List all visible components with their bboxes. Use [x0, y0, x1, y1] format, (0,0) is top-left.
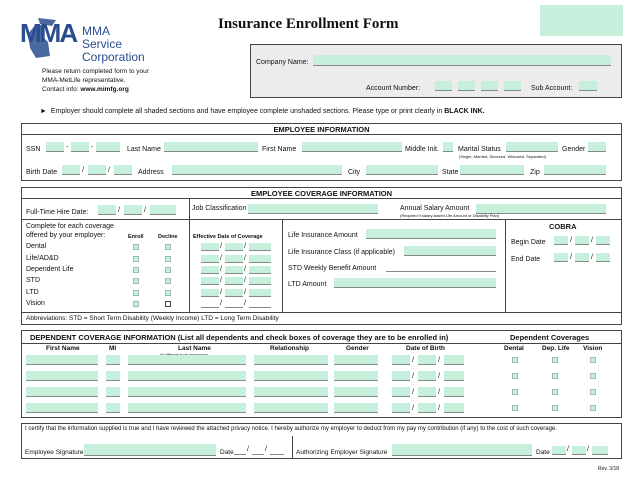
dep-mi-field[interactable] — [106, 387, 120, 397]
birth-slash-1: / — [82, 167, 84, 174]
dep-life-checkbox[interactable] — [552, 389, 558, 395]
dep-first-header: First Name — [46, 345, 80, 352]
employee-info-section — [21, 123, 622, 181]
dep-dob-field[interactable] — [392, 403, 410, 413]
life-amount-label: Life Insurance Amount — [288, 232, 358, 239]
cobra-slash: / — [591, 237, 593, 244]
life-amount-field[interactable] — [366, 229, 496, 239]
cobra-end-field[interactable] — [596, 253, 610, 262]
dep-first-field[interactable] — [26, 371, 98, 381]
dep-dob-field[interactable] — [418, 355, 436, 365]
divider — [22, 312, 621, 313]
complete-line2: offered by your employer: — [26, 232, 106, 239]
instruction-text: Employer should complete all shaded sections and have employee complete unshaded sections. Please type or print clearly in — [50, 108, 443, 115]
arrow-icon: ► — [40, 108, 47, 115]
eff-date-field[interactable] — [225, 300, 243, 308]
decline-checkbox[interactable] — [165, 290, 171, 296]
dep-dental-checkbox[interactable] — [512, 373, 518, 379]
instruction-bold: BLACK INK. — [444, 108, 485, 115]
gender-field[interactable] — [588, 142, 606, 152]
divider — [189, 219, 190, 312]
auth-date-field[interactable] — [572, 446, 586, 455]
auth-date-field[interactable] — [592, 446, 608, 455]
dep-last-field[interactable] — [128, 403, 246, 413]
dependent-coverages-header: Dependent Coverages — [510, 333, 590, 342]
dep-rel-field[interactable] — [254, 371, 328, 381]
decline-checkbox[interactable] — [165, 267, 171, 273]
account-field-1[interactable] — [435, 81, 452, 91]
enroll-checkbox[interactable] — [133, 267, 139, 273]
logo-line3: Corporation — [82, 50, 145, 64]
ltd-amount-label: LTD Amount — [288, 281, 327, 288]
dependent-section — [21, 330, 622, 418]
dep-life-checkbox[interactable] — [552, 373, 558, 379]
middle-init-label: Middle Init. — [405, 146, 439, 153]
ltd-amount-field[interactable] — [334, 278, 496, 288]
decline-checkbox[interactable] — [165, 256, 171, 262]
employee-info-header: EMPLOYEE INFORMATION — [22, 124, 621, 135]
eff-date-field[interactable] — [249, 277, 271, 285]
dep-mi-field[interactable] — [106, 403, 120, 413]
ssn-dash-2: - — [91, 144, 94, 151]
auth-signature-field[interactable] — [392, 444, 532, 456]
page-title: Insurance Enrollment Form — [218, 16, 399, 32]
eff-slash: / — [220, 243, 222, 250]
dob-slash: / — [412, 373, 414, 380]
zip-label: Zip — [530, 169, 540, 176]
cobra-begin-label: Begin Date — [511, 239, 546, 246]
middle-init-field[interactable] — [443, 142, 453, 152]
certify-text: I certify that the information supplied is true and I have reviewed the attached privacy notice. I hereby authorize my employer to deduct from my pay my contribution (if any) to the cost of such coverage. — [25, 426, 557, 432]
ssn-field-2[interactable] — [71, 142, 89, 152]
marital-note: (Single, Married, Divorced, Widowed, Separated) — [459, 154, 546, 159]
dob-slash: / — [438, 357, 440, 364]
address-field[interactable] — [172, 165, 342, 175]
logo-line1: MMA — [82, 24, 110, 38]
contact-label: Contact info: — [42, 86, 79, 93]
dep-first-field[interactable] — [26, 387, 98, 397]
cov-type-dep-life: Dependent Life — [26, 266, 74, 273]
dep-vision-checkbox[interactable] — [590, 389, 596, 395]
city-field[interactable] — [366, 165, 438, 175]
address-label: Address — [138, 169, 164, 176]
ssn-dash-1: - — [66, 144, 69, 151]
dep-mi-header: MI — [109, 345, 117, 352]
dep-dob-field[interactable] — [444, 387, 464, 397]
abbreviations: Abbreviations: STD = Short Term Disability (Weekly Income) LTD = Long Term Disability — [26, 315, 279, 322]
cobra-slash: / — [591, 254, 593, 261]
certification-section — [21, 423, 622, 459]
eff-date-field[interactable] — [225, 255, 243, 263]
enroll-checkbox[interactable] — [133, 278, 139, 284]
coverage-section — [21, 187, 622, 325]
dep-first-field[interactable] — [26, 403, 98, 413]
contact-value[interactable]: www.mimfg.org — [80, 86, 129, 93]
dep-dental-checkbox[interactable] — [512, 357, 518, 363]
dep-last-field[interactable] — [128, 355, 246, 365]
company-box — [250, 44, 622, 98]
eff-slash: / — [220, 289, 222, 296]
sig-slash: / — [587, 446, 589, 453]
eff-date-field[interactable] — [225, 266, 243, 274]
coverage-header: EMPLOYEE COVERAGE INFORMATION — [22, 188, 621, 199]
dep-dental-header: Dental — [504, 345, 524, 352]
dep-dob-field[interactable] — [418, 387, 436, 397]
std-amount-field[interactable] — [386, 262, 496, 272]
dep-gender-field[interactable] — [334, 355, 378, 365]
divider — [22, 343, 621, 344]
city-label: City — [348, 169, 361, 176]
birth-date-day[interactable] — [88, 165, 106, 175]
dob-slash: / — [412, 405, 414, 412]
sub-account-label: Sub Account: — [531, 85, 573, 92]
cobra-begin-field[interactable] — [575, 236, 589, 245]
dob-slash: / — [438, 405, 440, 412]
last-name-label: Last Name — [127, 146, 161, 153]
dep-dob-field[interactable] — [418, 371, 436, 381]
ssn-field-3[interactable] — [96, 142, 120, 152]
auth-date-label: Date — [536, 449, 550, 456]
life-class-label: Life Insurance Class (if applicable) — [288, 249, 395, 256]
dep-vision-checkbox[interactable] — [590, 357, 596, 363]
birth-slash-2: / — [108, 167, 110, 174]
birth-date-label: Birth Date — [26, 169, 58, 176]
birth-date-month[interactable] — [62, 165, 80, 175]
eff-date-field[interactable] — [201, 266, 219, 274]
dep-gender-field[interactable] — [334, 371, 378, 381]
marital-field[interactable] — [506, 142, 558, 152]
first-name-label: First Name — [262, 146, 297, 153]
sig-slash: / — [567, 446, 569, 453]
sig-slash: / — [265, 446, 267, 453]
intro-contact — [42, 86, 129, 93]
dep-rel-field[interactable] — [254, 387, 328, 397]
state-field[interactable] — [460, 165, 524, 175]
company-name-field[interactable] — [313, 55, 611, 66]
hire-slash-1: / — [118, 207, 120, 214]
cobra-header: COBRA — [549, 222, 577, 231]
intro-line1: Please return completed form to your — [42, 68, 149, 75]
eff-date-field[interactable] — [225, 289, 243, 297]
divider — [189, 199, 190, 219]
enroll-checkbox[interactable] — [133, 256, 139, 262]
dob-slash: / — [438, 373, 440, 380]
divider — [292, 436, 293, 459]
cobra-begin-field[interactable] — [596, 236, 610, 245]
dep-last-field[interactable] — [128, 371, 246, 381]
dob-slash: / — [412, 357, 414, 364]
employee-signature-field[interactable] — [84, 444, 216, 456]
divider — [22, 219, 621, 220]
eff-date-field[interactable] — [225, 243, 243, 251]
eff-date-field[interactable] — [201, 243, 219, 251]
dep-rel-field[interactable] — [254, 403, 328, 413]
eff-slash: / — [244, 277, 246, 284]
cobra-slash: / — [570, 254, 572, 261]
complete-line1: Complete for each coverage — [26, 223, 114, 230]
eff-date-field[interactable] — [249, 266, 271, 274]
dep-vision-checkbox[interactable] — [590, 373, 596, 379]
eff-date-field[interactable] — [201, 289, 219, 297]
cobra-end-label: End Date — [511, 256, 541, 263]
dep-dob-field[interactable] — [392, 387, 410, 397]
revision: Rev. 3/18 — [598, 466, 620, 472]
hire-month[interactable] — [98, 205, 116, 215]
hire-year[interactable] — [150, 205, 176, 215]
gender-label: Gender — [562, 146, 586, 153]
enroll-checkbox[interactable] — [133, 244, 139, 250]
dep-first-field[interactable] — [26, 355, 98, 365]
dob-slash: / — [412, 389, 414, 396]
eff-date-field[interactable] — [201, 277, 219, 285]
birth-date-year[interactable] — [114, 165, 132, 175]
dependent-header: DEPENDENT COVERAGE INFORMATION (List all dependents and check boxes of coverage they are to be enrolled in) — [30, 333, 449, 342]
sig-slash: / — [247, 446, 249, 453]
dep-vision-header: Vision — [583, 345, 603, 352]
decline-header: Decline — [158, 234, 178, 240]
dep-gender-field[interactable] — [334, 403, 378, 413]
dep-gender-field[interactable] — [334, 387, 378, 397]
account-field-3[interactable] — [481, 81, 498, 91]
account-field-2[interactable] — [458, 81, 475, 91]
dep-gender-header: Gender — [346, 345, 369, 352]
employee-date-field[interactable] — [270, 446, 284, 455]
decline-checkbox[interactable] — [165, 301, 171, 307]
hire-slash-2: / — [144, 207, 146, 214]
dep-dental-checkbox[interactable] — [512, 389, 518, 395]
dep-life-checkbox[interactable] — [552, 357, 558, 363]
ssn-label: SSN — [26, 146, 41, 153]
first-name-field[interactable] — [302, 142, 402, 152]
enroll-checkbox[interactable] — [133, 301, 139, 307]
auth-signature-label: Authorizing Employer Signature — [296, 449, 388, 456]
logo — [20, 14, 160, 64]
eff-slash: / — [244, 300, 246, 307]
dep-rel-field[interactable] — [254, 355, 328, 365]
cov-type-std: STD — [26, 277, 40, 284]
logo-initials: MMA — [20, 18, 77, 48]
zip-field[interactable] — [544, 165, 606, 175]
eff-slash: / — [220, 277, 222, 284]
cobra-end-field[interactable] — [554, 253, 568, 262]
ssn-field-1[interactable] — [46, 142, 64, 152]
life-class-field[interactable] — [404, 246, 496, 256]
corner-shaded-box — [540, 5, 623, 36]
employee-date-field[interactable] — [252, 446, 264, 455]
dep-dental-checkbox[interactable] — [512, 405, 518, 411]
dep-dob-field[interactable] — [392, 355, 410, 365]
employee-date-field[interactable] — [234, 446, 246, 455]
cobra-slash: / — [570, 237, 572, 244]
job-class-field[interactable] — [248, 204, 378, 214]
account-number-label: Account Number: — [366, 85, 421, 92]
enroll-checkbox[interactable] — [133, 290, 139, 296]
cov-type-life: Life/AD&D — [26, 255, 59, 262]
logo-line2: Service — [82, 37, 123, 51]
eff-slash: / — [244, 243, 246, 250]
dep-last-header: Last Name — [178, 345, 211, 352]
eff-date-field[interactable] — [225, 277, 243, 285]
cov-type-dental: Dental — [26, 243, 47, 250]
state-label: State — [442, 169, 459, 176]
dep-mi-field[interactable] — [106, 355, 120, 365]
dep-last-field[interactable] — [128, 387, 246, 397]
eff-slash: / — [244, 289, 246, 296]
eff-date-field[interactable] — [249, 255, 271, 263]
intro-line2: MMA-MetLife representative. — [42, 77, 126, 84]
marital-label: Marital Status — [458, 146, 501, 153]
eff-date-field[interactable] — [201, 300, 219, 308]
divider — [282, 219, 283, 312]
cov-type-vision: Vision — [26, 300, 45, 307]
last-name-field[interactable] — [164, 142, 258, 152]
eff-date-field[interactable] — [249, 289, 271, 297]
decline-checkbox[interactable] — [165, 244, 171, 250]
account-field-4[interactable] — [504, 81, 521, 91]
cov-type-ltd: LTD — [26, 289, 39, 296]
dep-mi-field[interactable] — [106, 371, 120, 381]
hire-date-label: Full-Time Hire Date: — [26, 209, 89, 216]
salary-label: Annual Salary Amount — [400, 205, 470, 212]
dep-life-header: Dep. Life — [542, 345, 570, 352]
instruction — [40, 108, 485, 115]
dob-slash: / — [438, 389, 440, 396]
dep-life-checkbox[interactable] — [552, 405, 558, 411]
eff-date-field[interactable] — [249, 300, 271, 308]
eff-slash: / — [244, 266, 246, 273]
effective-date-header: Effective Date of Coverage — [193, 234, 263, 240]
divider — [505, 219, 506, 312]
decline-checkbox[interactable] — [165, 278, 171, 284]
dep-dob-field[interactable] — [444, 403, 464, 413]
hire-day[interactable] — [124, 205, 142, 215]
dep-vision-checkbox[interactable] — [590, 405, 596, 411]
cobra-end-field[interactable] — [575, 253, 589, 262]
salary-note: (Required if salary-based Life Amount or Disability Plan) — [400, 213, 500, 218]
std-amount-label: STD Weekly Benefit Amount — [288, 265, 377, 272]
eff-date-field[interactable] — [249, 243, 271, 251]
auth-date-field[interactable] — [552, 446, 566, 455]
dep-dob-field[interactable] — [444, 355, 464, 365]
sub-account-field[interactable] — [579, 81, 597, 91]
dep-dob-field[interactable] — [392, 371, 410, 381]
eff-slash: / — [220, 255, 222, 262]
employee-date-label: Date — [220, 449, 234, 456]
employee-signature-label: Employee Signature — [25, 449, 84, 456]
job-class-label: Job Classification — [192, 205, 247, 212]
dep-rel-header: Relationship — [270, 345, 310, 352]
dep-dob-header: Date of Birth — [406, 345, 445, 352]
dep-dob-field[interactable] — [418, 403, 436, 413]
company-name-label: Company Name: — [256, 59, 309, 66]
dep-dob-field[interactable] — [444, 371, 464, 381]
eff-slash: / — [220, 300, 222, 307]
enroll-header: Enroll — [128, 234, 144, 240]
eff-slash: / — [244, 255, 246, 262]
eff-slash: / — [220, 266, 222, 273]
eff-date-field[interactable] — [201, 255, 219, 263]
cobra-begin-field[interactable] — [554, 236, 568, 245]
